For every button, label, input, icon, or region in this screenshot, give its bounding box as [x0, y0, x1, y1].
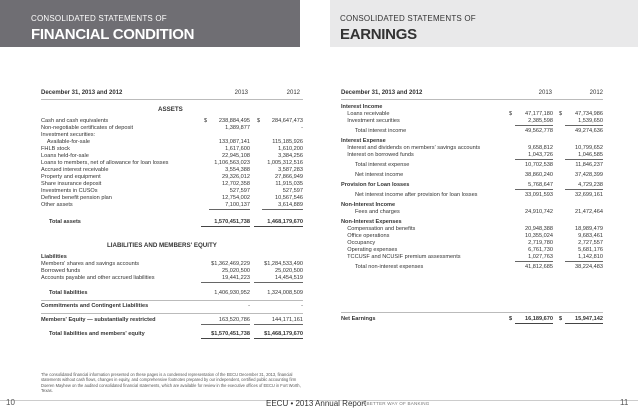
earnings-row-value-2013: 5,768,647	[515, 182, 553, 190]
earnings-row-label: Fees and charges	[341, 209, 400, 215]
earnings-row-value-2012: 47,734,986	[575, 111, 603, 117]
net-earnings-dollar-2013: $	[509, 316, 513, 322]
commitments-label: Commitments and Contingent Liabilities	[41, 303, 149, 309]
liability-row	[41, 261, 303, 268]
earnings-row-value-2013: 9,658,812	[528, 145, 553, 151]
commitments-2012: -	[301, 303, 303, 309]
earnings-row	[341, 233, 603, 240]
earnings-row-label: Occupancy	[341, 240, 376, 246]
asset-row	[41, 146, 303, 153]
members-equity-label: Members' Equity — substantially restricted	[41, 317, 156, 323]
asset-row-label: Available-for-sale	[41, 139, 91, 145]
total-liabilities-row	[41, 290, 303, 297]
earnings-row-value-2013: 33,091,593	[525, 192, 553, 198]
asset-row-label: Investments in CUSOs	[41, 188, 98, 194]
liability-row-label: Borrowed funds	[41, 268, 81, 274]
asset-row	[41, 188, 303, 195]
liability-row-value-2012: 25,020,500	[275, 268, 303, 274]
earnings-row-value-2012: 4,729,238	[565, 182, 603, 190]
asset-row	[41, 153, 303, 160]
liability-row-value-2012: 14,454,519	[254, 275, 303, 283]
earnings-row-label: Investment securities	[341, 118, 400, 124]
earnings-row-label: Non-Interest Income	[341, 202, 396, 208]
asset-row-value-2013: 1,106,563,023	[214, 160, 250, 166]
liability-row-label: Accounts payable and other accrued liabilities	[41, 275, 155, 281]
asset-row-label: Defined benefit pension plan	[41, 195, 112, 201]
earnings-row-value-2012: 21,472,464	[575, 209, 603, 215]
left-header-title: FINANCIAL CONDITION	[31, 26, 195, 43]
earnings-row	[341, 138, 603, 145]
liability-row	[41, 268, 303, 275]
left-header-band	[0, 0, 300, 47]
asset-row-value-2012: 3,587,283	[278, 167, 303, 173]
asset-row	[41, 181, 303, 188]
earnings-row	[341, 240, 603, 247]
earnings-row-label: Office operations	[341, 233, 390, 239]
earnings-row-label: Interest and dividends on members' savings accounts	[341, 145, 481, 151]
commitments-row	[41, 303, 303, 310]
asset-row-value-2012: -	[301, 125, 303, 131]
earnings-row-value-2013: 10,355,024	[525, 233, 553, 239]
earnings-row-value-2012: 1,539,650	[565, 118, 603, 126]
total-liab-equity-row	[41, 331, 303, 338]
earnings-row-value-2013: 6,761,730	[528, 247, 553, 253]
page-number-right: 11	[620, 398, 629, 407]
earnings-row-value-2013: 41,812,685	[525, 264, 553, 270]
earnings-row	[341, 264, 603, 271]
earnings-row-label: Interest Income	[341, 104, 383, 110]
page-number-left: 10	[6, 398, 15, 407]
earnings-row-label: Provision for Loan losses	[341, 182, 410, 188]
earnings-row-label: Loans receivable	[341, 111, 390, 117]
earnings-row-value-2013: 1,043,726	[515, 152, 553, 160]
earnings-row-value-2012: 10,799,652	[575, 145, 603, 151]
asset-row-label: FHLB stock	[41, 146, 70, 152]
earnings-row-value-2012: 11,846,237	[575, 162, 603, 168]
earnings-row	[341, 145, 603, 152]
liability-row-value-2013: $1,362,469,229	[211, 261, 250, 267]
earnings-row	[341, 192, 603, 199]
footnote: The consolidated financial information presented on these pages is a condensed representation of the EECU December 31, 2013, financial statements without cash flows, changes in equity, and comprehensive footnotes prepared by our independent, certified public accounting firm Doeren Mayhew on the audited consolidated financial statements, which are available for review in the executive offices of EECU in Fort Worth, Texas.	[41, 372, 301, 393]
left-col-2013: 2013	[234, 90, 248, 96]
earnings-row	[341, 209, 603, 216]
earnings-row-value-2013: 49,562,778	[525, 128, 553, 134]
asset-row-label: Loans held-for-sale	[41, 153, 89, 159]
assets-title: ASSETS	[158, 106, 183, 113]
earnings-row-value-2012: 49,274,636	[575, 128, 603, 134]
members-equity-2013: 163,520,786	[201, 317, 250, 325]
asset-row	[41, 118, 303, 125]
earnings-row	[341, 128, 603, 135]
asset-row	[41, 125, 303, 132]
earnings-row-value-2012: 1,142,810	[565, 254, 603, 262]
asset-row-dollar-2013: $	[204, 118, 208, 124]
earnings-row	[341, 172, 603, 179]
asset-row-value-2013: 3,554,388	[225, 167, 250, 173]
earnings-row-value-2012: 2,727,557	[578, 240, 603, 246]
asset-row-value-2013: 12,754,002	[222, 195, 250, 201]
earnings-row-value-2013: 2,719,780	[528, 240, 553, 246]
earnings-row	[341, 104, 603, 111]
earnings-row	[341, 118, 603, 125]
asset-row-value-2013: 238,884,495	[218, 118, 250, 124]
rule-3	[341, 312, 603, 313]
net-earnings-row	[341, 316, 603, 323]
asset-row	[41, 174, 303, 181]
earnings-row-label: Net interest income	[341, 172, 404, 178]
asset-row-value-2012: 284,647,473	[271, 118, 303, 124]
earnings-row-label: Total interest income	[341, 128, 407, 134]
earnings-table	[341, 104, 603, 271]
right-date-line: December 31, 2013 and 2012	[341, 90, 423, 96]
earnings-row-label: TCCUSF and NCUSIF premium assessments	[341, 254, 461, 260]
total-assets-row	[41, 219, 303, 226]
asset-row-value-2012: 3,384,256	[278, 153, 303, 159]
asset-row-dollar-2012: $	[257, 118, 261, 124]
earnings-row	[341, 247, 603, 254]
net-earnings-2012: 15,947,142	[565, 316, 603, 324]
earnings-row-value-2012: 18,989,479	[575, 226, 603, 232]
total-liab-equity-label: Total liabilities and members' equity	[49, 331, 145, 337]
earnings-row	[341, 219, 603, 226]
asset-row-value-2013: 1,617,600	[225, 146, 250, 152]
asset-row	[41, 167, 303, 174]
asset-row-value-2012: 1,005,312,516	[267, 160, 303, 166]
report-title: EECU • 2013 Annual Report	[266, 399, 367, 408]
rule-1	[41, 300, 303, 301]
earnings-row	[341, 162, 603, 169]
earnings-row-value-2012: 1,046,585	[565, 152, 603, 160]
right-col-2013: 2013	[538, 90, 552, 96]
earnings-row-label: Interest Expense	[341, 138, 386, 144]
asset-row	[41, 139, 303, 146]
total-assets-2012: 1,468,179,670	[254, 219, 303, 227]
earnings-row	[341, 202, 603, 209]
asset-row-label: Share insurance deposit	[41, 181, 102, 187]
asset-row-value-2012: 1,610,200	[278, 146, 303, 152]
asset-row-value-2012: 115,185,926	[272, 139, 303, 145]
asset-row-value-2012: 527,597	[282, 188, 303, 194]
asset-row-value-2013: 1,389,877	[225, 125, 250, 131]
net-earnings-2013: 16,189,670	[515, 316, 553, 324]
asset-row	[41, 202, 303, 209]
total-liabilities-label: Total liabilities	[49, 290, 88, 296]
liability-row-value-2012: $1,284,533,490	[264, 261, 303, 267]
liabilities-table	[41, 261, 303, 282]
right-col-2012: 2012	[589, 90, 603, 96]
earnings-row-label: Total interest expense	[341, 162, 410, 168]
liabilities-heading-row	[41, 254, 303, 261]
total-liabilities-2013: 1,406,930,952	[214, 290, 250, 296]
right-header-band	[330, 0, 638, 47]
earnings-row	[341, 111, 603, 118]
earnings-row-value-2013: 20,948,388	[525, 226, 553, 232]
earnings-row-label: Compensation and benefits	[341, 226, 416, 232]
earnings-row	[341, 182, 603, 189]
left-header-subtitle: CONSOLIDATED STATEMENTS OF	[31, 14, 167, 23]
liabilities-heading: Liabilities	[41, 254, 67, 260]
members-equity-2012: 144,171,161	[254, 317, 303, 325]
earnings-row-value-2013: 1,027,763	[515, 254, 553, 262]
liability-row-value-2013: 19,441,223	[201, 275, 250, 283]
asset-row	[41, 195, 303, 202]
asset-row-label: Accrued interest receivable	[41, 167, 109, 173]
asset-row-value-2012: 27,866,949	[275, 174, 303, 180]
asset-row-value-2012: 10,567,546	[275, 195, 303, 201]
total-liab-equity-2012: $1,468,179,670	[254, 331, 303, 339]
asset-row-label: Other assets	[41, 202, 73, 208]
asset-row-value-2013: 29,326,012	[222, 174, 250, 180]
earnings-row	[341, 226, 603, 233]
total-assets-label: Total assets	[49, 219, 81, 225]
earnings-row-value-2012: 38,224,483	[575, 264, 603, 270]
asset-row-label: Property and equipment	[41, 174, 101, 180]
assets-table	[41, 118, 303, 209]
total-liab-equity-2013: $1,570,451,738	[201, 331, 250, 339]
right-header-title: EARNINGS	[340, 26, 417, 43]
total-liabilities-2012: 1,324,008,509	[267, 290, 303, 296]
earnings-row	[341, 254, 603, 261]
asset-row-value-2013: 12,702,358	[222, 181, 250, 187]
earnings-row-value-2013: 24,910,742	[525, 209, 553, 215]
tagline: A BETTER WAY OF BANKING	[362, 401, 430, 406]
earnings-row-value-2012: 37,428,399	[575, 172, 603, 178]
liabilities-equity-title: LIABILITIES AND MEMBERS' EQUITY	[107, 242, 217, 249]
liability-row	[41, 275, 303, 282]
earnings-row-label: Non-Interest Expenses	[341, 219, 402, 225]
left-date-line: December 31, 2013 and 2012	[41, 90, 123, 96]
earnings-row-label: Total non-interest expenses	[341, 264, 424, 270]
total-assets-2013: 1,570,451,738	[201, 219, 250, 227]
earnings-row-value-2012: 32,699,161	[575, 192, 603, 198]
earnings-row-label: Operating expenses	[341, 247, 398, 253]
asset-row-label: Non-negotiable certificates of deposit	[41, 125, 134, 131]
asset-row-value-2013: 22,945,108	[222, 153, 250, 159]
earnings-row-value-2013: 38,860,240	[525, 172, 553, 178]
rule-2	[41, 313, 303, 314]
right-header-subtitle: CONSOLIDATED STATEMENTS OF	[340, 14, 476, 23]
earnings-row-value-2013: 10,702,538	[525, 162, 553, 168]
asset-row-value-2013: 527,597	[229, 188, 250, 194]
asset-row-value-2013: 133,087,141	[218, 139, 250, 145]
earnings-row-value-2013: 2,385,598	[515, 118, 553, 126]
left-col-2012: 2012	[286, 90, 300, 96]
asset-row	[41, 160, 303, 167]
right-header-rule	[341, 99, 603, 100]
net-earnings-dollar-2012: $	[559, 316, 563, 322]
asset-row-label: Cash and cash equivalents	[41, 118, 109, 124]
earnings-row-label: Net interest income after provision for loan losses	[341, 192, 478, 198]
earnings-row-value-2012: 5,681,176	[578, 247, 603, 253]
asset-row-label: Loans to members, net of allowance for loan losses	[41, 160, 169, 166]
earnings-row-label: Interest on borrowed funds	[341, 152, 414, 158]
earnings-row	[341, 152, 603, 159]
earnings-row-value-2012: 9,683,461	[578, 233, 603, 239]
asset-row-value-2012: 11,915,035	[275, 181, 303, 187]
commitments-2013: -	[248, 303, 250, 309]
asset-row-label: Investment securities:	[41, 132, 96, 138]
liability-row-value-2013: 25,020,500	[222, 268, 250, 274]
earnings-row-value-2013: 47,177,180	[525, 111, 553, 117]
asset-row-value-2012: 3,614,889	[262, 202, 303, 210]
left-header-rule	[41, 99, 303, 100]
asset-row	[41, 132, 303, 139]
liability-row-label: Members' shares and savings accounts	[41, 261, 140, 267]
earnings-row-dollar-2012: $	[559, 111, 563, 117]
members-equity-row	[41, 317, 303, 324]
earnings-row-dollar-2013: $	[509, 111, 513, 117]
net-earnings-label: Net Earnings	[341, 316, 376, 322]
asset-row-value-2013: 7,100,137	[209, 202, 250, 210]
